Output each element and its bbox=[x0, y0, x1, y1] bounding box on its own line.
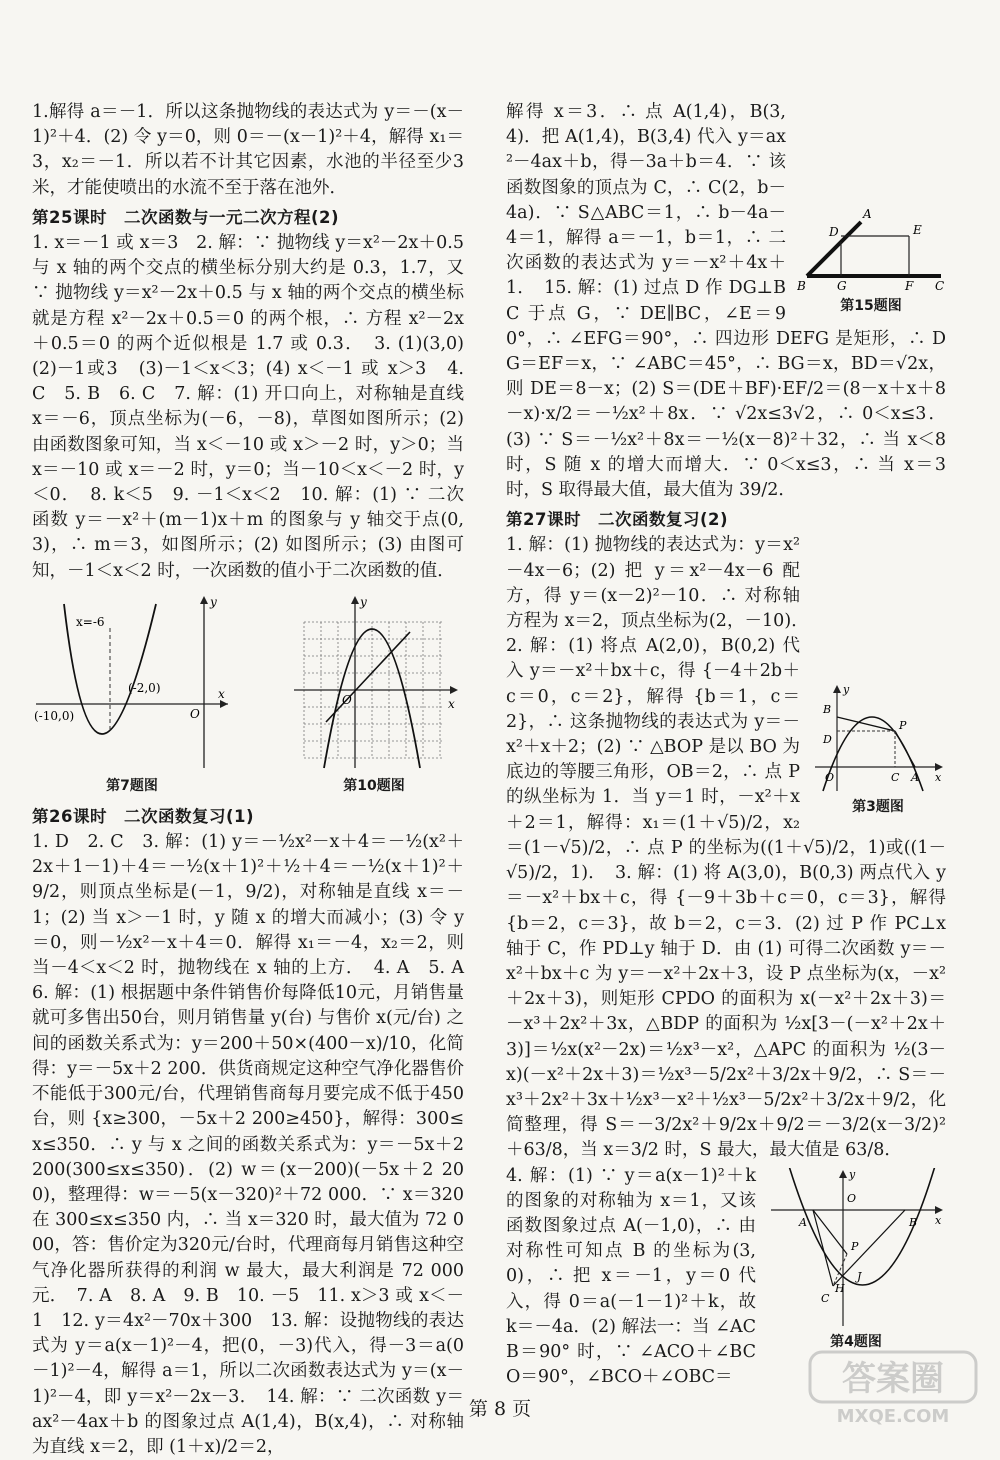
figure-15-caption: 第15题图 bbox=[840, 298, 902, 314]
figure-3-label-d: D bbox=[823, 733, 832, 747]
answer-block-intro: 1.解得 a＝－1．所以这条抛物线的表达式为 y＝－(x－1)²＋4．(2) 令 y＝0，则 0＝－(x－1)²＋4，解得 x₁＝3，x₂＝－1．所以若不计其它因素，水池的半径至少3米，才能使喷出的水流不至于落在池外． bbox=[32, 102, 464, 198]
figure-7-point-a: (-2,0) bbox=[128, 680, 161, 695]
figure-15 bbox=[796, 206, 946, 319]
answer-block-lesson-26: 1. D 2. C 3. 解：(1) y＝－½x²－x＋4＝－½(x²＋2x＋1－1)＋4＝－½(x＋1)²＋½＋4＝－½(x＋1)²＋9/2，则顶点坐标是(－1，9/2)，对称轴是直线 x＝－1；(2) 当 x＞－1 时，y 随 x 的增大而减小；(3) 令 y＝0，则－½x²－x＋4＝0．解得 x₁＝－4，x₂＝2，则当－4＜x＜2 时，抛物线在 x 轴的上方． 4. A 5. A 6. 解：(1) 根据题中条件销售价每降低10元，月销售量就可多售出50台，则月销售量 y(台) 与售价 x(元/台) 之间的函数关系式为：y＝200＋50×(400－x)/10，化简得：y＝－5x＋2 200．供货商规定这种空气净化器售价不能低于300元/台，代理销售商每月要完成不低于450台，则 {x≥300，－5x＋2 200≥450}，解得：300≤x≤350．∴ y 与 x 之间的函数关系式为：y＝－5x＋2 200(300≤x≤350)．(2) w＝(x－200)(－5x＋2 200)，整理得：w＝－5(x－320)²＋72 000．∵ x＝320 在 300≤x≤350 内，∴ 当 x＝320 时，最大值为 72 000，答：售价定为320元/台时，代理商每月销售这种空气净化器所获得的利润 w 最大，最大利润是 72 000 元． 7. A 8. A 9. B 10. －5 11. x＞3 或 x＜－1 12. y＝4x²－70x＋300 13. 解：设抛物线的表达式为 y＝a(x－1)²－4，把(0，－3)代入，得－3＝a(0－1)²－4，解得 a＝1，所以二次函数表达式为 y＝(x－1)²－4，即 y＝x²－2x－3． 14. 解：∵ 二次函数 y＝ax²－4ax＋b 的图象过点 A(1,4)，B(x,4)，∴ 对称轴为直线 x＝2，即 (1＋x)/2＝2， bbox=[32, 832, 482, 1457]
figure-7-caption: 第7题图 bbox=[106, 777, 158, 794]
left-column bbox=[32, 100, 482, 1460]
figure-10-graph bbox=[284, 592, 464, 772]
figure-15-label-b: B bbox=[797, 279, 806, 292]
watermark-logo bbox=[808, 1348, 978, 1428]
figure-4-label-a: A bbox=[799, 1215, 807, 1229]
watermark-top: 答案圈 bbox=[842, 1359, 944, 1399]
figure-15-graph bbox=[797, 206, 945, 292]
figure-7-axis-x: x bbox=[218, 686, 225, 701]
figure-4-graph bbox=[767, 1168, 945, 1328]
figure-3-label-a: A bbox=[911, 771, 919, 785]
figure-10-origin: O bbox=[342, 692, 352, 707]
figure-7-point-b: (-10,0) bbox=[34, 708, 75, 723]
figure-3-label-b: B bbox=[823, 703, 832, 717]
figure-7-graph bbox=[32, 592, 232, 772]
figure-10-caption: 第10题图 bbox=[343, 777, 405, 794]
figure-4 bbox=[766, 1168, 946, 1355]
figure-3-axis-x: x bbox=[935, 771, 942, 785]
figure-4-axis-x: x bbox=[935, 1213, 942, 1227]
figure-3-label-p: P bbox=[899, 719, 907, 733]
figure-7-line-label: x=-6 bbox=[76, 614, 105, 629]
figure-4-label-j: J bbox=[857, 1269, 862, 1283]
figure-4-label-b: B bbox=[909, 1215, 918, 1229]
figure-4-label-c: C bbox=[821, 1291, 830, 1305]
figure-10-axis-x: x bbox=[448, 696, 455, 711]
figure-10 bbox=[284, 592, 464, 800]
figure-3-label-o: O bbox=[825, 771, 835, 785]
right-column bbox=[506, 100, 946, 1390]
figure-7 bbox=[32, 592, 232, 800]
figure-4-label-h: H bbox=[835, 1281, 845, 1295]
figure-3-graph bbox=[811, 683, 945, 793]
watermark-bottom: MXQE.COM bbox=[836, 1406, 950, 1427]
figure-4-label-p: P bbox=[851, 1239, 859, 1253]
answer-block-lesson-26-cont: 解得 x＝3．∴ 点 A(1,4)，B(3,4)．把 A(1,4)，B(3,4) 代入 y＝ax²－4ax＋b，得－3a＋b＝4．∵ 该函数图象的顶点为 C，∴ C(2，b－4a)．∵ S△ABC＝1，∴ b－4a－4＝1，解得 a＝－1，b＝1，∴ 二次函数的表达式为 y＝－x²＋4x＋1． 15. 解：(1) 过点 D 作 DG⊥BC 于点 G，∵ DE∥BC，∠E＝90°，∴ ∠EFG＝90°，∴ 四边形 DEFG 是矩形，∴ DG＝EF＝x，∵ ∠ABC＝45°，∴ BG＝x，BD＝√2x，则 DE＝8－x；(2) S＝(DE＋BF)·EF/2＝(8－x＋x＋8－x)·x/2＝－½x²＋8x．∵ √2x≤3√2，∴ 0＜x≤3．(3) ∵ S＝－½x²＋8x＝－½(x－8)²＋32，∴ 当 x＜8 时，S 随 x 的增大而增大．∵ 0＜x≤3，∴ 当 x＝3 时，S 取得最大值，最大值为 39/2． bbox=[506, 102, 946, 501]
answer-block-lesson-25: 1. x＝－1 或 x＝3 2. 解：∵ 抛物线 y＝x²－2x＋0.5 与 x 轴的两个交点的横坐标分别大约是 0.3，1.7，又∵ 抛物线 y＝x²－2x＋0.5 与 x 轴的两个交点的横坐标就是方程 x²－2x＋0.5＝0 的两个根，∴ 方程 x²－2x＋0.5＝0 的两个近似根是 1.7 或 0.3． 3. (1)(3,0) (2)－1或3 (3)－1＜x＜3；(4) x＜－1 或 x＞3 4. C 5. B 6. C 7. 解：(1) 开口向上，对称轴是直线 x＝－6，顶点坐标为(－6，－8)，草图如图所示；(2) 由函数图象可知，当 x＜－10 或 x＞－2 时，y＞0；当 x＝－10 或 x＝－2 时，y＝0；当－10＜x＜－2 时，y＜0． 8. k＜5 9. －1＜x＜2 10. 解：(1) ∵ 二次函数 y＝－x²＋(m－1)x＋m 的图象与 y 轴交于点(0,3)，∴ m＝3，如图所示；(2) 如图所示；(3) 由图可知，－1＜x＜2 时，一次函数的值小于二次函数的值． bbox=[32, 233, 482, 581]
page-number: 第 8 页 bbox=[468, 1398, 532, 1420]
lesson-25-heading: 第25课时 二次函数与一元二次方程(2) bbox=[32, 207, 340, 227]
figure-15-label-c: C bbox=[935, 279, 945, 292]
figure-4-label-o: O bbox=[847, 1191, 857, 1205]
figure-15-label-e: E bbox=[913, 223, 922, 237]
figure-10-axis-y: y bbox=[360, 594, 367, 609]
figure-4-axis-y: y bbox=[849, 1167, 856, 1181]
figure-15-label-a: A bbox=[863, 207, 872, 221]
lesson-26-heading: 第26课时 二次函数复习(1) bbox=[32, 806, 255, 826]
answer-block-lesson-27-q4: 4. 解：(1) ∵ y＝a(x－1)²＋k 的图象的对称轴为 x＝1，又该函数图象过点 A(－1,0)，∴ 由对称性可知点 B 的坐标为(3,0)，∴ 把 x＝－1，y＝0 代入，得 0＝a(－1－1)²＋k，故 k＝－4a．(2) 解法一：当 ∠ACB＝90° 时，∵ ∠ACO＋∠BCO＝90°，∠BCO＋∠OBC＝ bbox=[506, 1165, 756, 1388]
figure-3-caption: 第3题图 bbox=[852, 799, 904, 816]
figure-3 bbox=[810, 683, 946, 820]
figure-4-caption: 第4题图 bbox=[830, 1333, 882, 1350]
figure-15-label-g: G bbox=[837, 279, 847, 292]
figure-3-label-c: C bbox=[891, 771, 900, 785]
lesson-27-heading: 第27课时 二次函数复习(2) bbox=[506, 510, 729, 530]
figure-15-label-d: D bbox=[829, 225, 839, 239]
figure-15-label-f: F bbox=[905, 279, 914, 292]
figure-7-axis-y: y bbox=[210, 594, 217, 609]
figure-7-origin: O bbox=[190, 706, 200, 721]
answer-block-lesson-27: 1. 解：(1) 抛物线的表达式为：y＝x²－4x－6；(2) 把 y＝x²－4x－6 配方，得 y＝(x－2)²－10．∴ 对称轴方程为 x＝2，顶点坐标为(2，－10)． 2. 解：(1) 将点 A(2,0)，B(0,2) 代入 y＝－x²＋bx＋c，得 {－4＋2b＋c＝0，c＝2}，解得 {b＝1，c＝2}，∴ 这条抛物线的表达式为 y＝－x²＋x＋2；(2) ∵ △BOP 是以 BO 为底边的等腰三角形，OB＝2，∴ 点 P 的纵坐标为 1．当 y＝1 时，－x²＋x＋2＝1，解得：x₁＝(1＋√5)/2，x₂＝(1－√5)/2，∴ 点 P 的坐标为((1＋√5)/2，1)或((1－√5)/2，1)． 3. 解：(1) 将 A(3,0)，B(0,3) 两点代入 y＝－x²＋bx＋c，得 {－9＋3b＋c＝0，c＝3}，解得 {b＝2，c＝3}，故 b＝2，c＝3．(2) 过 P 作 PC⊥x 轴于 C，作 PD⊥y 轴于 D．由 (1) 可得二次函数 y＝－x²＋bx＋c 为 y＝－x²＋2x＋3，设 P 点坐标为(x，－x²＋2x＋3)，则矩形 CPDO 的面积为 x(－x²＋2x＋3)＝－x³＋2x²＋3x，△BDP 的面积为 ½x[3－(－x²＋2x＋3)]＝½x(x²－2x)＝½x³－x²，△APC 的面积为 ½(3－x)(－x²＋2x＋3)＝½x³－5/2x²＋3/2x＋9/2，∴ S＝－x³＋2x²＋3x＋½x³－x²＋½x³－5/2x²＋3/2x＋9/2，化简整理，得 S＝－3/2x²＋9/2x＋9/2＝－3/2(x－3/2)²＋63/8，当 x＝3/2 时，S 最大，最大值是 63/8． bbox=[506, 535, 946, 1161]
figure-row-7-10 bbox=[32, 592, 464, 800]
figure-3-axis-y: y bbox=[843, 683, 850, 697]
